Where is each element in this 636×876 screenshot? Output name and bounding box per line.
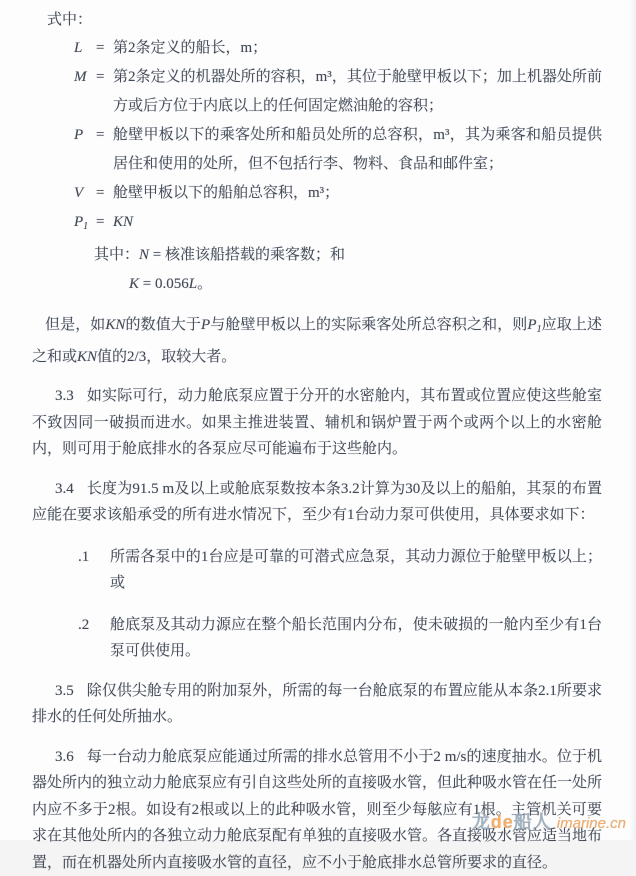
definition-text: 舱壁甲板以下的乘客处所和船员处所的总容积，m³，其为乘客和船员提供居住和使用的处所，但不包括行李、物料、食品和邮件室；: [113, 121, 602, 179]
equals-sign: =: [96, 121, 113, 179]
watermark: [472, 808, 626, 834]
section-text: 每一台动力舱底泵应能通过所需的排水总管用不小于2 m/s的速度抽水。位于机器处所内的独立动力舱底泵应有引自这些处所的直接吸水管，但此种吸水管在任一处所内应不多于2根。如设有2根或以上的此种吸水管，则至少每舷应有1根。主管机关可要求在其他处所内的各独立动力舱底泵配有单独的直接吸水管。各直接吸水管应适当地布置，而在机器处所内直接吸水管的直径，应不小于舱底排水总管所要求的直径。: [32, 749, 602, 871]
formula-intro: 式中：: [32, 6, 602, 34]
watermark-brand-de: de: [491, 812, 514, 832]
where-clause-K: K = 0.056L。: [129, 270, 602, 299]
equals-sign: =: [96, 179, 113, 208]
section-number: 3.3: [55, 388, 74, 404]
definition-row-M: [74, 63, 602, 121]
watermark-site-url: imarine.cn: [557, 815, 626, 832]
item-number: .1: [78, 544, 110, 597]
definition-symbol: M: [74, 63, 96, 121]
section-text: 除仅供尖舱专用的附加泵外，所需的每一台舱底泵的布置应能从本条2.1所要求排水的任何处所抽水。: [32, 683, 602, 726]
where-clause-N: 其中：N = 核准该船搭载的乘客数；和: [94, 241, 602, 270]
item-number: .2: [78, 612, 110, 665]
section-3-4: [32, 476, 602, 529]
definition-text: 第2条定义的船长，m；: [113, 34, 602, 63]
definition-row-L: [74, 34, 602, 63]
definition-row-V: [74, 179, 602, 208]
section-number: 3.5: [55, 683, 74, 699]
list-item-1: [78, 544, 602, 597]
definition-symbol: V: [74, 179, 96, 208]
list-item-2: [78, 612, 602, 665]
definition-row-P: [74, 121, 602, 179]
equals-sign: =: [96, 34, 113, 63]
section-3-3: [32, 383, 602, 463]
section-3-5: [32, 678, 602, 731]
section-text: 如实际可行，动力舱底泵应置于分开的水密舱内，其布置或位置应使这些舱室不致因同一破损而进水。如果主推进装置、辅机和锅炉置于两个或两个以上的水密舱内，则可用于舱底排水的各泵应尽可能遍布于这些舱内。: [32, 388, 602, 457]
definition-symbol: L: [74, 34, 96, 63]
definition-text: KN: [113, 208, 602, 241]
definition-row-P1: [74, 208, 602, 241]
definition-text: 舱壁甲板以下的船舶总容积，m³；: [113, 179, 602, 208]
equals-sign: =: [96, 63, 113, 121]
section-number: 3.4: [55, 481, 74, 497]
equals-sign: =: [96, 208, 113, 241]
section-text: 长度为91.5 m及以上或舱底泵数按本条3.2计算为30及以上的船舶，其泵的布置应能在要求该船承受的所有进水情况下，至少有1台动力泵可供使用，具体要求如下：: [32, 481, 602, 524]
definition-symbol: $P_1$: [74, 208, 96, 241]
definition-symbol: P: [74, 121, 96, 179]
definition-text: 第2条定义的机器处所的容积，m³，其位于舱壁甲板以下；加上机器处所前方或后方位于内底以上的任何固定燃油舱的容积；: [113, 63, 602, 121]
watermark-brand-cn1: 龙: [472, 812, 491, 832]
item-text: 舱底泵及其动力源应在整个船长范围内分布，使未破损的一舱内至少有1台泵可供使用。: [110, 612, 602, 665]
note-paragraph: 但是，如KN的数值大于P与舱壁甲板以上的实际乘客处所总容积之和，则$P_1$应取上述之和或KN值的2/3，取较大者。: [32, 312, 602, 370]
watermark-brand-cn2: 船人: [514, 812, 552, 832]
item-text: 所需各泵中的1台应是可靠的可潜式应急泵，其动力源位于舱壁甲板以上；或: [110, 544, 602, 597]
section-number: 3.6: [55, 749, 74, 765]
